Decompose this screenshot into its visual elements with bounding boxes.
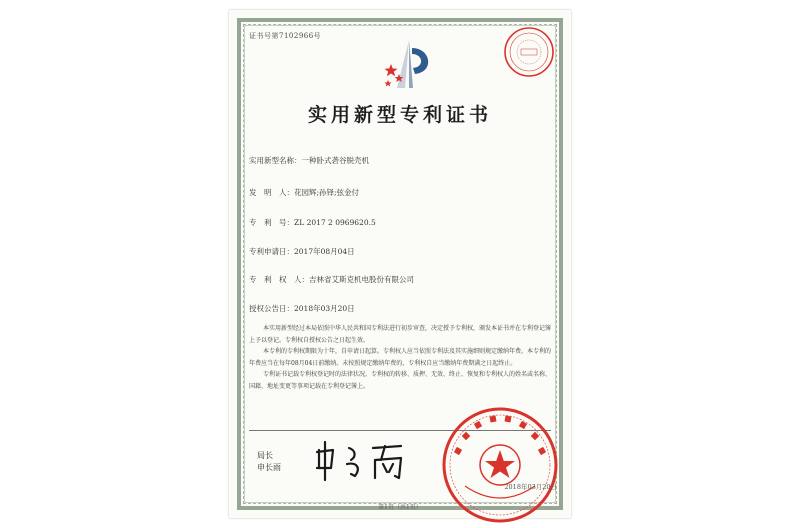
field-inventors: [249, 187, 359, 198]
registration-seal-icon: [503, 26, 555, 78]
certificate-body: [249, 323, 555, 392]
page-number: 第1页（共1页）: [378, 504, 422, 511]
seal-date: 2018年03月20日: [504, 483, 557, 491]
field-utility-name: [249, 155, 369, 166]
field-application-date: [249, 246, 355, 257]
patent-certificate: [229, 10, 571, 518]
field-value: 吉林省艾斯克机电股份有限公司: [309, 275, 414, 284]
patent-office-emblem-icon: [379, 34, 439, 94]
chief-name: 申长雨: [257, 463, 281, 472]
certificate-title: 实用新型专利证书: [307, 104, 492, 126]
field-label: 授权公告日：: [249, 304, 294, 313]
chief-title: 局长: [257, 451, 273, 460]
field-label: 专 利 号：: [249, 218, 294, 227]
field-value: ZL 2017 2 0969620.5: [294, 218, 376, 227]
field-patent-number: [249, 217, 376, 228]
field-label: 发 明 人：: [249, 188, 294, 197]
field-label: 专利申请日：: [249, 247, 294, 256]
field-patentee: [249, 274, 414, 285]
field-label: 专 利 权 人：: [249, 275, 309, 284]
field-grant-date: [249, 303, 355, 314]
field-label: 实用新型名称：: [249, 156, 302, 165]
signature-icon: [311, 438, 411, 484]
field-value: 一种卧式砻谷脱壳机: [301, 156, 369, 165]
field-value: 2018年03月20日: [294, 304, 355, 313]
field-value: 花园辉;孙铎;弦金付: [294, 188, 360, 197]
chief-block: [257, 450, 281, 474]
field-value: 2017年08月04日: [294, 247, 355, 256]
body-paragraph: 本实用新型经过本局依照中华人民共和国专利法进行初步审查，决定授予专利权，颁发本证书并在专利登记簿上予以登记。专利权自授权公告之日起生效。: [249, 325, 552, 344]
body-paragraph: 本专利的专利权期限为十年，自申请日起算。专利权人应当依照专利法及其实施细则规定缴纳年费。本专利的年费应当在每年08月04日前缴纳。未按照规定缴纳年费的，专利权自应当缴纳年费期满之日起终止。: [249, 348, 552, 367]
certificate-number: 证书号第7102966号: [249, 32, 322, 40]
body-paragraph: 专利证书记载专利权登记时的法律状况。专利权的转移、质押、无效、终止、恢复和专利权人的姓名或名称、国籍、地址变更等事项记载在专利登记簿上。: [249, 371, 552, 390]
